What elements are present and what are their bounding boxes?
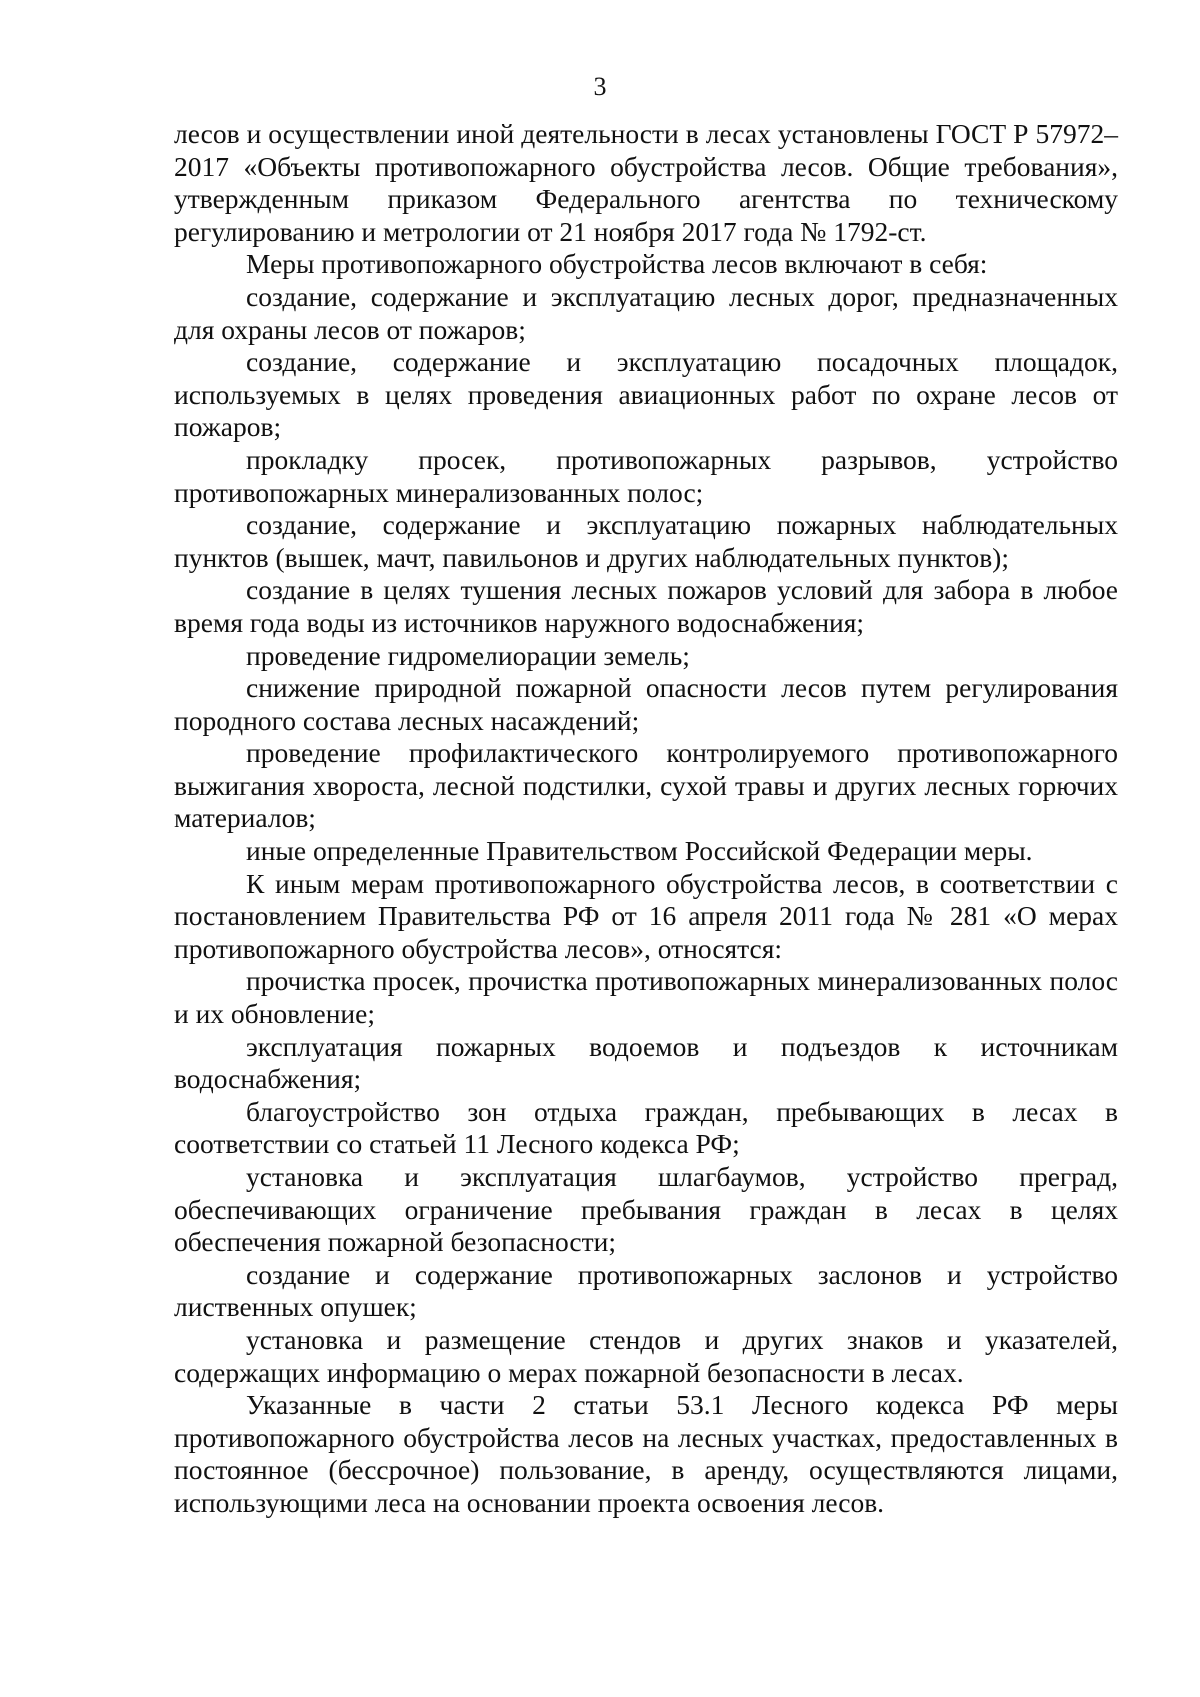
list-item: установка и эксплуатация шлагбаумов, устройство преград, обеспечивающих ограничение пребывания граждан в лесах в целях обеспечения пожарной безопасности;: [174, 1161, 1118, 1258]
list-item: иные определенные Правительством Российской Федерации меры.: [246, 835, 1033, 867]
list-item: прочистка просек, прочистка противопожарных минерализованных полос и их обновление;: [174, 965, 1118, 1030]
paragraph: лесов и осуществлении иной деятельности в лесах установлены ГОСТ Р 57972–2017 «Объекты противопожарного обустройства лесов. Общие требования», утвержденным приказом Федерального агентства по техническому регулированию и метрологии от 21 ноября 2017 года № 1792-ст.: [174, 118, 1118, 247]
paragraph: К иным мерам противопожарного обустройства лесов, в соответствии с постановлением Правительства РФ от 16 апреля 2011 года № 281 «О мерах противопожарного обустройства лесов», относятся:: [174, 867, 1118, 964]
list-item: создание в целях тушения лесных пожаров условий для забора в любое время года воды из источников наружного водоснабжения;: [174, 574, 1118, 638]
list-item: создание и содержание противопожарных заслонов и устройство лиственных опушек;: [174, 1258, 1118, 1323]
list-item: проведение гидромелиорации земель;: [246, 639, 690, 671]
list-item: эксплуатация пожарных водоемов и подъездов к источникам водоснабжения;: [174, 1030, 1118, 1095]
paragraph: Указанные в части 2 статьи 53.1 Лесного кодекса РФ меры противопожарного обустройства лесов на лесных участках, предоставленных в постоянное (бессрочное) пользование, в аренду, осуществляются лицами, использующими леса на основании проекта освоения лесов.: [174, 1389, 1118, 1518]
list-item: создание, содержание и эксплуатацию лесных дорог, предназначенных для охраны лесов от пожаров;: [174, 280, 1118, 345]
list-item: создание, содержание и эксплуатацию пожарных наблюдательных пунктов (вышек, мачт, павильонов и других наблюдательных пунктов);: [174, 509, 1118, 573]
page-number: 3: [593, 72, 607, 101]
list-item: прокладку просек, противопожарных разрывов, устройство противопожарных минерализованных полос;: [174, 443, 1118, 508]
paragraph: Меры противопожарного обустройства лесов включают в себя:: [246, 248, 988, 280]
body-text: [174, 118, 1118, 1520]
list-item: создание, содержание и эксплуатацию посадочных площадок, используемых в целях проведения авиационных работ по охране лесов от пожаров;: [174, 346, 1118, 443]
list-item: проведение профилактического контролируемого противопожарного выжигания хвороста, лесной подстилки, сухой травы и других лесных горючих материалов;: [174, 737, 1118, 834]
list-item: установка и размещение стендов и других знаков и указателей, содержащих информацию о мерах пожарной безопасности в лесах.: [174, 1323, 1118, 1388]
list-item: благоустройство зон отдыха граждан, пребывающих в лесах в соответствии со статьей 11 Лесного кодекса РФ;: [174, 1095, 1118, 1160]
list-item: снижение природной пожарной опасности лесов путем регулирования породного состава лесных насаждений;: [174, 672, 1118, 736]
